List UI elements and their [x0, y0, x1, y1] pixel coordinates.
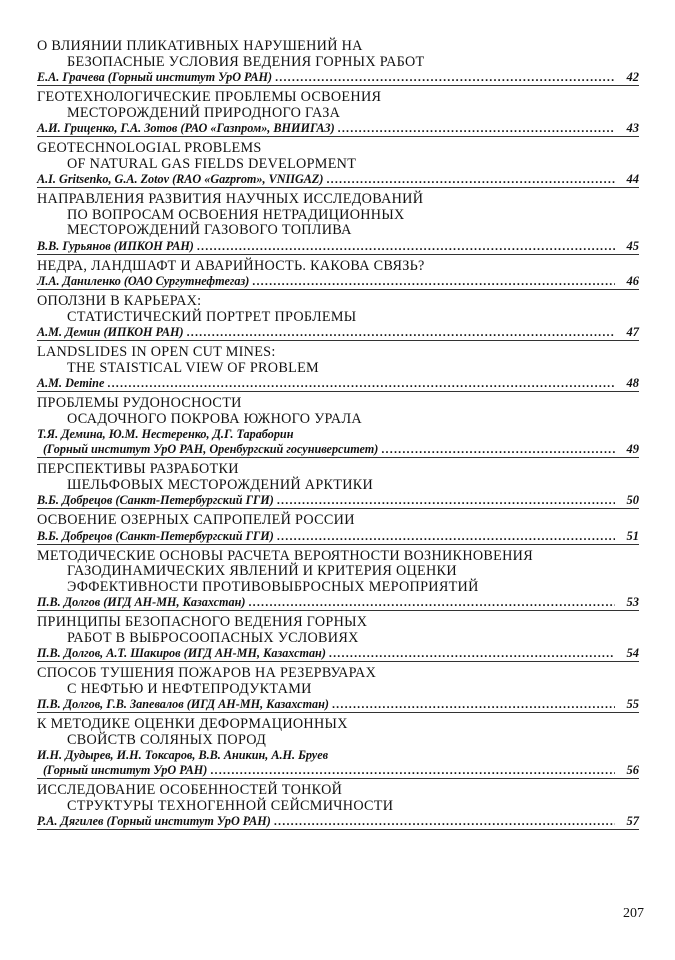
dot-leader	[210, 763, 615, 778]
entry-author-row	[37, 814, 639, 830]
page-number: 207	[623, 906, 644, 921]
entry-title-line: ИССЛЕДОВАНИЕ ОСОБЕННОСТЕЙ ТОНКОЙ	[37, 782, 343, 798]
dot-leader	[338, 121, 615, 136]
entry-page-number: 55	[626, 697, 639, 711]
dot-leader	[187, 325, 615, 340]
entry-author-row	[37, 595, 639, 611]
toc-entry	[37, 192, 639, 255]
entry-authors: A.I. Gritsenko, G.A. Zotov (RAO «Gazprom», VNIIGAZ)	[37, 172, 324, 186]
entry-page-number: 47	[626, 325, 639, 339]
entry-page-number: 51	[626, 528, 639, 543]
dot-leader	[252, 274, 615, 289]
toc-entry	[37, 294, 639, 341]
entry-author-row	[37, 274, 639, 290]
entry-authors: (Горный институт УрО РАН, Оренбургский госуниверситет)	[43, 442, 379, 456]
entry-page-number: 45	[626, 238, 639, 253]
entry-title-line: ГАЗОДИНАМИЧЕСКИХ ЯВЛЕНИЙ И КРИТЕРИЯ ОЦЕНКИ	[67, 563, 457, 579]
entry-page-number: 57	[626, 814, 639, 828]
entry-title-line: С НЕФТЬЮ И НЕФТЕПРОДУКТАМИ	[67, 680, 312, 697]
entry-title-line: НАПРАВЛЕНИЯ РАЗВИТИЯ НАУЧНЫХ ИССЛЕДОВАНИЙ	[37, 191, 424, 207]
toc-entry	[37, 615, 639, 662]
entry-page-number: 56	[626, 763, 639, 777]
entry-page-number: 53	[626, 595, 639, 609]
entry-page-number: 43	[626, 121, 639, 135]
entry-title-line: МЕСТОРОЖДЕНИЙ ПРИРОДНОГО ГАЗА	[67, 104, 341, 121]
toc-entry	[37, 783, 639, 830]
toc-entry	[37, 141, 639, 188]
entry-title-line: OF NATURAL GAS FIELDS DEVELOPMENT	[67, 155, 357, 172]
entry-authors: Т.Я. Демина, Ю.М. Нестеренко, Д.Г. Тараборин	[37, 427, 294, 441]
entry-page-number: 44	[626, 172, 639, 186]
dot-leader	[381, 442, 615, 457]
dot-leader	[248, 595, 615, 610]
entry-authors: А.М. Демин (ИПКОН РАН)	[37, 325, 184, 339]
entry-authors: Р.А. Дягилев (Горный институт УрО РАН)	[37, 814, 271, 828]
toc-entry	[37, 90, 639, 137]
toc-entry	[37, 717, 639, 779]
entry-title-line: ПРИНЦИПЫ БЕЗОПАСНОГО ВЕДЕНИЯ ГОРНЫХ	[37, 614, 368, 630]
entry-title-line: ШЕЛЬФОВЫХ МЕСТОРОЖДЕНИЙ АРКТИКИ	[67, 476, 374, 493]
entry-title-line: ПО ВОПРОСАМ ОСВОЕНИЯ НЕТРАДИЦИОННЫХ	[67, 206, 405, 223]
entry-authors: A.M. Demine	[37, 376, 105, 390]
entry-author-row	[37, 172, 639, 188]
entry-title-line: СПОСОБ ТУШЕНИЯ ПОЖАРОВ НА РЕЗЕРВУАРАХ	[37, 665, 377, 681]
entry-authors: В.Б. Добрецов (Санкт-Петербургский ГГИ)	[37, 528, 274, 543]
toc-entry	[37, 396, 639, 458]
entry-authors: В.Б. Добрецов (Санкт-Петербургский ГГИ)	[37, 493, 274, 507]
toc-entry	[37, 513, 639, 545]
entry-title-line: LANDSLIDES IN OPEN CUT MINES:	[37, 344, 276, 360]
toc-entry	[37, 259, 639, 291]
entry-author-row	[37, 529, 639, 545]
entry-author-row	[37, 493, 639, 509]
dot-leader	[277, 529, 615, 544]
dot-leader	[275, 70, 615, 85]
entry-authors: (Горный институт УрО РАН)	[43, 763, 208, 777]
entry-authors: П.В. Долгов, А.Т. Шакиров (ИГД АН-МН, Казахстан)	[37, 646, 326, 660]
entry-author-row	[37, 325, 639, 341]
toc-entry	[37, 462, 639, 509]
entry-authors: П.В. Долгов (ИГД АН-МН, Казахстан)	[37, 595, 246, 609]
entry-title-line: ЭФФЕКТИВНОСТИ ПРОТИВОВЫБРОСНЫХ МЕРОПРИЯТИЙ	[67, 578, 479, 595]
dot-leader	[332, 697, 615, 712]
entry-authors: В.В. Гурьянов (ИПКОН РАН)	[37, 238, 194, 253]
entry-page-number: 48	[626, 376, 639, 390]
entry-title-line: ПРОБЛЕМЫ РУДОНОСНОСТИ	[37, 395, 242, 411]
entry-title-line: GEOTECHNOLOGIAL PROBLEMS	[37, 140, 262, 156]
entry-page-number: 46	[626, 274, 639, 288]
entry-title-line: РАБОТ В ВЫБРОСООПАСНЫХ УСЛОВИЯХ	[67, 629, 359, 646]
entry-title-line: О ВЛИЯНИИ ПЛИКАТИВНЫХ НАРУШЕНИЙ НА	[37, 38, 363, 54]
entry-authors: А.И. Гриценко, Г.А. Зотов (РАО «Газпром», ВНИИГАЗ)	[37, 121, 335, 135]
dot-leader	[274, 814, 615, 829]
entry-authors: П.В. Долгов, Г.В. Запевалов (ИГД АН-МН, Казахстан)	[37, 697, 329, 711]
dot-leader	[107, 376, 615, 391]
entry-title-line: СВОЙСТВ СОЛЯНЫХ ПОРОД	[67, 731, 267, 748]
entry-author-row	[37, 646, 639, 662]
entry-title-line: МЕТОДИЧЕСКИЕ ОСНОВЫ РАСЧЕТА ВЕРОЯТНОСТИ ВОЗНИКНОВЕНИЯ	[37, 547, 533, 564]
entry-title-line: ОПОЛЗНИ В КАРЬЕРАХ:	[37, 293, 202, 309]
entry-page-number: 54	[626, 646, 639, 660]
entry-author-row	[37, 442, 639, 458]
entry-author-row	[37, 376, 639, 392]
entry-author-row	[37, 121, 639, 137]
entry-title-line: ГЕОТЕХНОЛОГИЧЕСКИЕ ПРОБЛЕМЫ ОСВОЕНИЯ	[37, 89, 382, 105]
entry-title-line: БЕЗОПАСНЫЕ УСЛОВИЯ ВЕДЕНИЯ ГОРНЫХ РАБОТ	[67, 53, 425, 70]
entry-author-row	[37, 763, 639, 779]
entry-title-line: СТАТИСТИЧЕСКИЙ ПОРТРЕТ ПРОБЛЕМЫ	[67, 308, 357, 325]
entry-authors: Л.А. Даниленко (ОАО Сургутнефтегаз)	[37, 274, 250, 288]
entry-author-row	[37, 70, 639, 86]
entry-author-row	[37, 239, 639, 255]
toc-entry	[37, 549, 639, 612]
entry-title-line: THE STAISTICAL VIEW OF PROBLEM	[67, 359, 319, 376]
dot-leader	[329, 646, 615, 661]
entry-page-number: 42	[626, 70, 639, 84]
entry-title-line: ОСАДОЧНОГО ПОКРОВА ЮЖНОГО УРАЛА	[67, 410, 362, 427]
entry-page-number: 50	[626, 493, 639, 507]
table-of-contents	[37, 39, 639, 834]
dot-leader	[326, 172, 615, 187]
toc-entry	[37, 345, 639, 392]
entry-title-line: ОСВОЕНИЕ ОЗЕРНЫХ САПРОПЕЛЕЙ РОССИИ	[37, 512, 355, 528]
dot-leader	[197, 239, 615, 254]
entry-title-line: НЕДРА, ЛАНДШАФТ И АВАРИЙНОСТЬ. КАКОВА СВЯЗЬ?	[37, 257, 425, 274]
dot-leader	[277, 493, 615, 508]
entry-title-line: МЕСТОРОЖДЕНИЙ ГАЗОВОГО ТОПЛИВА	[67, 222, 352, 238]
toc-entry	[37, 39, 639, 86]
entry-title-line: К МЕТОДИКЕ ОЦЕНКИ ДЕФОРМАЦИОННЫХ	[37, 716, 348, 732]
entry-authors: И.Н. Дудырев, И.Н. Токсаров, В.В. Аникин, А.Н. Бруев	[37, 748, 329, 762]
toc-entry	[37, 666, 639, 713]
entry-title-line: ПЕРСПЕКТИВЫ РАЗРАБОТКИ	[37, 461, 239, 477]
entry-authors: Е.А. Грачева (Горный институт УрО РАН)	[37, 70, 273, 84]
entry-author-row	[37, 697, 639, 713]
entry-page-number: 49	[626, 442, 639, 456]
entry-title-line: СТРУКТУРЫ ТЕХНОГЕННОЙ СЕЙСМИЧНОСТИ	[67, 797, 394, 814]
